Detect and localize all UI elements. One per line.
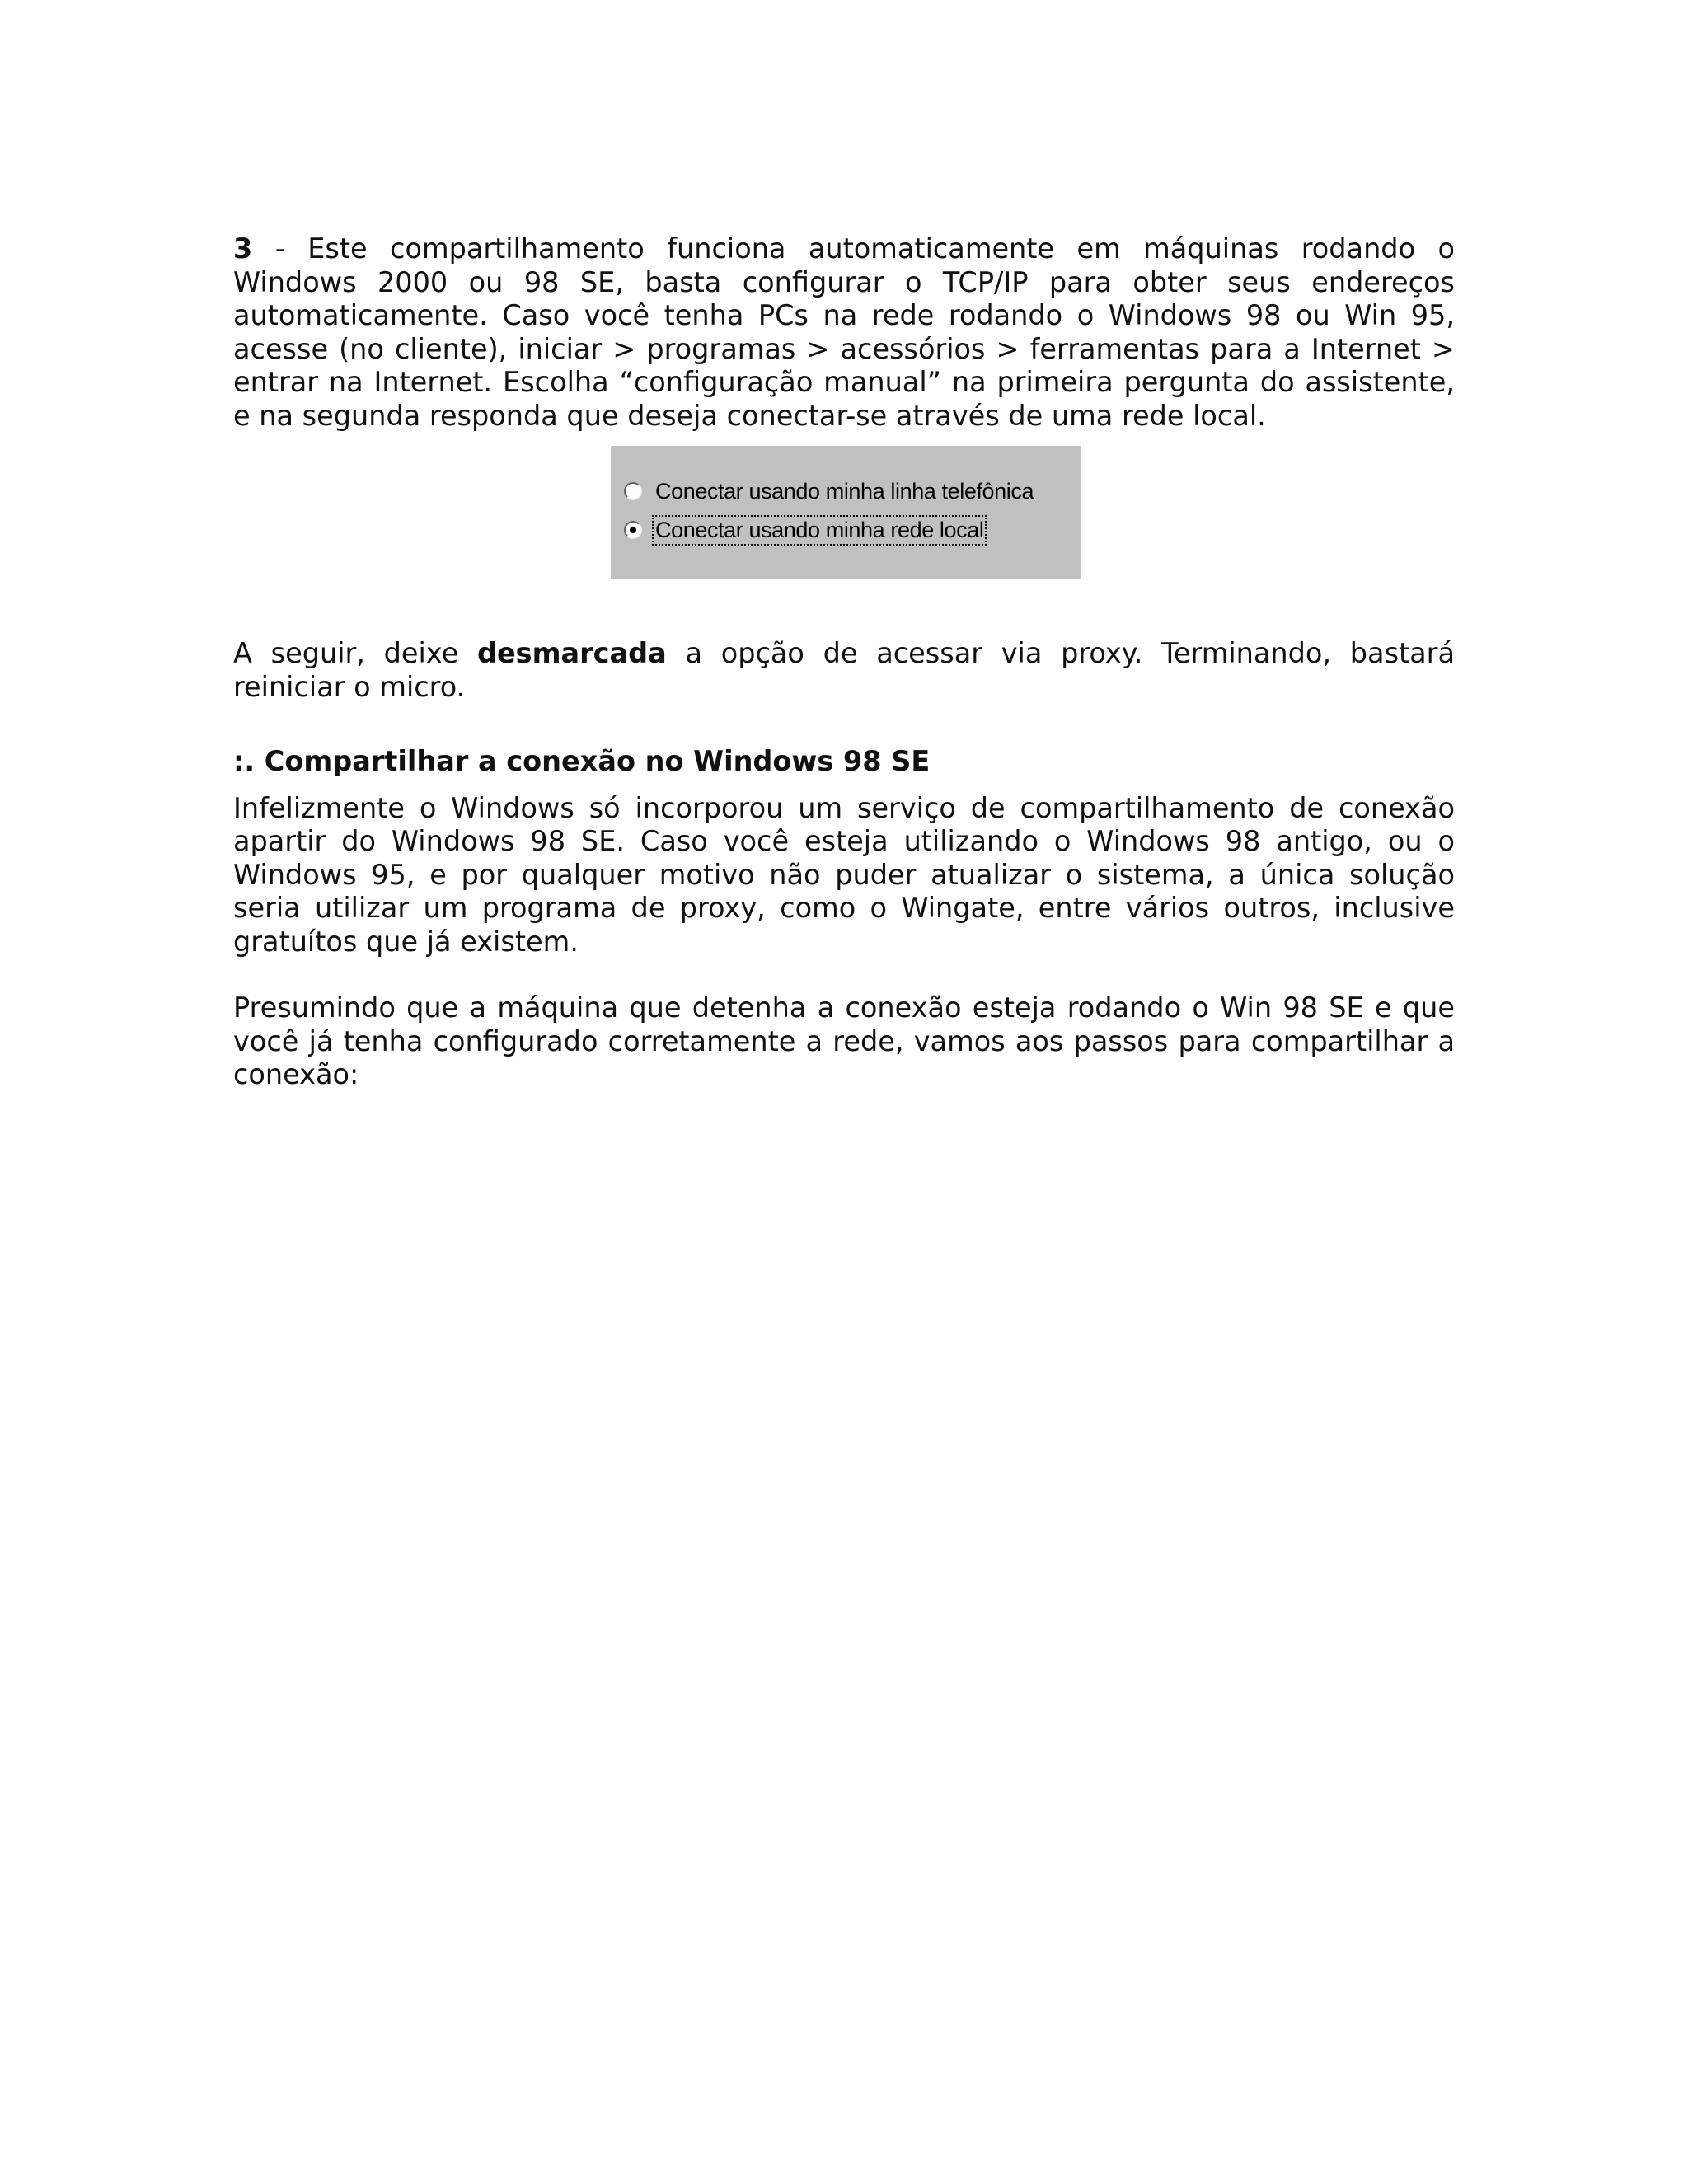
- section-heading: :. Compartilhar a conexão no Windows 98 SE: [233, 745, 931, 777]
- step-3-text: - Este compartilhamento funciona automaticamente em máquinas rodando o Windows 2000 ou 98 SE, basta configurar o TCP/IP para obter seus endereços automaticamente. Caso você tenha PCs na rede rodando o Windows 98 ou Win 95, acesse (no cliente), iniciar > programas > acessórios > ferramentas para a Internet > entrar na Internet. Escolha “configuração manual” na primeira pergunta do assistente, e na segunda responda que deseja conectar-se através de uma rede local.: [233, 232, 1455, 432]
- connection-options-dialog: [611, 446, 1081, 579]
- paragraph-intro: Infelizmente o Windows só incorporou um serviço de compartilhamento de conexão apartir do Windows 98 SE. Caso você esteja utilizando o Windows 98 antigo, ou o Windows 95, e por qualquer motivo não puder atualizar o sistema, a única solução seria utilizar um programa de proxy, como o Wingate, entre vários outros, inclusive gratuítos que já existem.: [233, 791, 1455, 958]
- option-phone-line-label: Conectar usando minha linha telefônica: [655, 478, 1034, 504]
- option-local-network-label: Conectar usando minha rede local: [655, 517, 984, 542]
- option-local-network[interactable]: [624, 514, 985, 546]
- proxy-text-end: a opção de acessar via proxy. Terminando, bastará reiniciar o micro.: [233, 637, 1455, 703]
- radio-dot-icon: [630, 527, 636, 533]
- paragraph-step-3: [233, 232, 1455, 433]
- radio-checked-icon[interactable]: [624, 521, 642, 539]
- paragraph-steps-lead: Presumindo que a máquina que detenha a conexão esteja rodando o Win 98 SE e que você já tenha configurado corretamente a rede, vamos aos passos para compartilhar a conexão:: [233, 991, 1455, 1090]
- proxy-text-start: A seguir, deixe: [233, 637, 477, 669]
- radio-unchecked-icon[interactable]: [624, 482, 642, 500]
- document-body: [233, 232, 1455, 1092]
- dialog-screenshot-area: [233, 446, 1455, 579]
- paragraph-proxy: [233, 637, 1455, 704]
- step-number: 3: [233, 232, 253, 265]
- proxy-bold-word: desmarcada: [476, 637, 667, 669]
- option-phone-line[interactable]: [624, 476, 1035, 507]
